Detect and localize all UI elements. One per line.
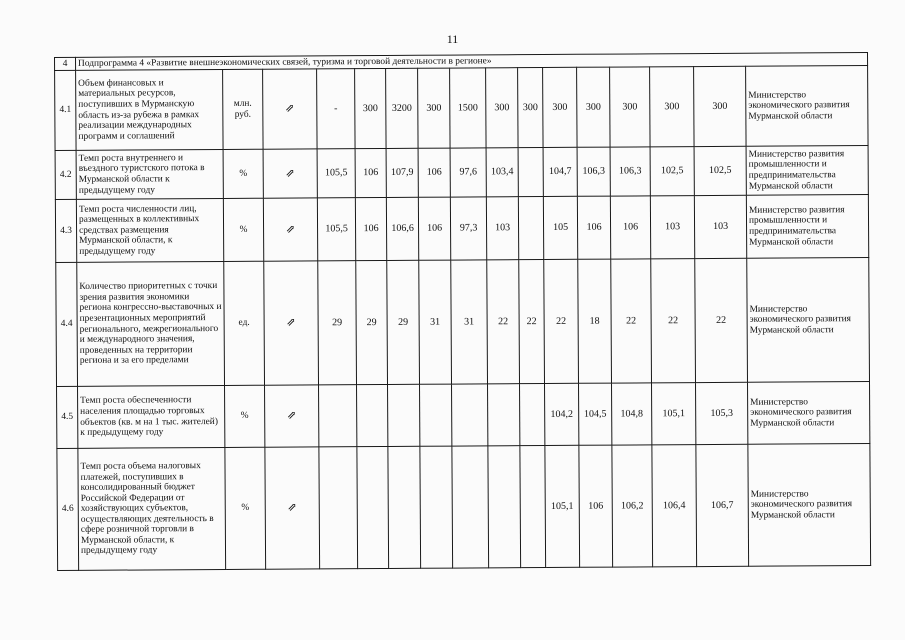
page-number: 11: [446, 32, 459, 46]
trend-arrow-icon: ⇗: [263, 149, 317, 198]
responsible-cell: Министерство экономического развития Мурманской области: [747, 258, 870, 383]
trend-arrow-icon: ⇗: [263, 69, 317, 149]
value-cell: 104,2: [545, 383, 579, 445]
value-cell: 103: [694, 195, 746, 258]
value-cell: 106: [610, 196, 650, 259]
table-row: [55, 195, 868, 263]
value-cell: 105,1: [545, 445, 580, 567]
section-number: 4: [55, 57, 76, 70]
indicator-name: Темп роста численности лиц, размещенных в коллективных средствах размещения Мурманской области, к предыдущему году: [76, 198, 223, 262]
value-cell: 300: [518, 68, 543, 148]
value-cell: -: [317, 69, 355, 149]
section-title: Подпрограмма 4 «Развитие внешнеэкономических связей, туризма и торговой деятельности в регионе»: [76, 53, 868, 71]
value-cell: 22: [487, 260, 520, 384]
value-cell: 106: [577, 196, 610, 259]
value-cell: 106: [355, 197, 386, 260]
indicators-table: [54, 52, 871, 571]
table-row: [55, 66, 868, 151]
value-cell: 102,5: [650, 147, 694, 196]
value-cell: 22: [544, 259, 579, 383]
value-cell: 105,5: [317, 198, 355, 261]
value-cell: 97,6: [450, 148, 486, 197]
value-cell: 300: [650, 67, 694, 147]
value-cell: 300: [355, 68, 386, 148]
unit-cell: млн. руб.: [223, 69, 263, 149]
value-cell: 105,1: [652, 383, 696, 445]
value-cell: 300: [543, 67, 577, 147]
value-cell: 106,3: [610, 147, 650, 196]
value-cell: [488, 446, 521, 568]
value-cell: [452, 446, 489, 568]
value-cell: 22: [611, 259, 652, 383]
value-cell: [388, 446, 421, 568]
value-cell: [520, 446, 546, 568]
trend-arrow-icon: ⇗: [264, 261, 319, 385]
value-cell: [319, 447, 358, 569]
value-cell: 103,4: [486, 148, 518, 197]
value-cell: 3200: [386, 68, 418, 148]
indicator-name: Количество приоритетных с точки зрения развития экономики региона конгрессно-выставочных и презентационных мероприятий регионального, межрегионального и международного значения, проведенных на территории региона и за его пределами: [77, 261, 225, 386]
value-cell: [388, 384, 420, 446]
responsible-cell: Министерство развития промышленности и предпринимательства Мурманской области: [746, 146, 868, 196]
value-cell: 102,5: [694, 146, 746, 195]
row-number: 4.5: [57, 386, 78, 448]
value-cell: [452, 384, 488, 446]
row-number: 4.2: [55, 150, 76, 199]
indicator-name: Объем финансовых и материальных ресурсов, поступивших в Мурманскую область из-за рубежа в рамках реализации международных программ и соглашений: [76, 69, 223, 150]
value-cell: [488, 384, 520, 446]
value-cell: [520, 384, 545, 446]
value-cell: 29: [318, 261, 357, 385]
value-cell: 104,7: [543, 147, 577, 196]
value-cell: 22: [695, 258, 748, 382]
value-cell: 106: [355, 148, 386, 197]
value-cell: 103: [486, 197, 518, 260]
value-cell: [357, 384, 388, 446]
unit-cell: %: [223, 149, 263, 198]
table-row: [57, 444, 871, 571]
value-cell: [420, 446, 453, 568]
value-cell: 97,3: [450, 197, 486, 260]
value-cell: 1500: [450, 68, 486, 148]
value-cell: 104,5: [579, 383, 612, 445]
value-cell: 300: [418, 68, 450, 148]
trend-arrow-icon: ⇗: [263, 198, 317, 261]
value-cell: [518, 197, 543, 260]
table-row: [57, 382, 870, 449]
value-cell: 107,9: [386, 148, 418, 197]
value-cell: [518, 148, 543, 197]
value-cell: [319, 385, 357, 447]
value-cell: 106,6: [386, 197, 418, 260]
value-cell: 106,4: [652, 445, 697, 567]
value-cell: 31: [419, 260, 452, 384]
value-cell: 106: [418, 197, 450, 260]
value-cell: 106,7: [696, 444, 749, 566]
responsible-cell: Министерство экономического развития Мурманской области: [748, 444, 871, 567]
value-cell: 31: [451, 260, 488, 384]
table-row: [55, 146, 868, 200]
responsible-cell: Министерство развития промышленности и предпринимательства Мурманской области: [746, 195, 868, 259]
value-cell: 300: [486, 68, 518, 148]
trend-arrow-icon: ⇗: [265, 385, 319, 447]
row-number: 4.3: [55, 199, 76, 262]
value-cell: 105,5: [317, 149, 355, 198]
value-cell: 105: [543, 196, 577, 259]
value-cell: [420, 384, 452, 446]
indicator-name: Темп роста объема налоговых платежей, поступивших в консолидированный бюджет Российской Федерации от хозяйствующих субъектов, осуществляющих деятельность в сфере розничной торговли в Мурманской области, к предыдущему году: [78, 447, 226, 570]
value-cell: 106: [579, 445, 613, 567]
value-cell: 300: [577, 67, 610, 147]
value-cell: 29: [356, 260, 388, 384]
unit-cell: %: [225, 447, 266, 569]
value-cell: 103: [650, 196, 694, 259]
trend-arrow-icon: ⇗: [265, 447, 320, 569]
value-cell: 29: [387, 260, 420, 384]
value-cell: 18: [578, 259, 612, 383]
value-cell: 300: [610, 67, 650, 147]
row-number: 4.6: [57, 448, 79, 570]
responsible-cell: Министерство экономического развития Мурманской области: [746, 66, 868, 147]
value-cell: 300: [694, 66, 746, 146]
value-cell: 104,8: [612, 383, 652, 445]
unit-cell: %: [225, 385, 265, 447]
value-cell: 22: [519, 260, 545, 384]
unit-cell: ед.: [224, 261, 265, 385]
value-cell: 106,2: [612, 445, 653, 567]
value-cell: 22: [651, 259, 696, 383]
value-cell: 106: [418, 148, 450, 197]
responsible-cell: Министерство экономического развития Мурманской области: [747, 382, 869, 445]
indicator-name: Темп роста внутреннего и въездного туристского потока в Мурманской области к предыдущему году: [76, 149, 223, 199]
table-row: [56, 258, 870, 387]
indicator-name: Темп роста обеспеченности населения площадью торговых объектов (кв. м на 1 тыс. жителей) к предыдущему году: [78, 385, 225, 448]
value-cell: 106,3: [577, 147, 610, 196]
unit-cell: %: [223, 198, 263, 261]
row-number: 4.1: [55, 70, 76, 150]
row-number: 4.4: [56, 262, 78, 386]
value-cell: 105,3: [696, 382, 748, 444]
value-cell: [357, 446, 389, 568]
